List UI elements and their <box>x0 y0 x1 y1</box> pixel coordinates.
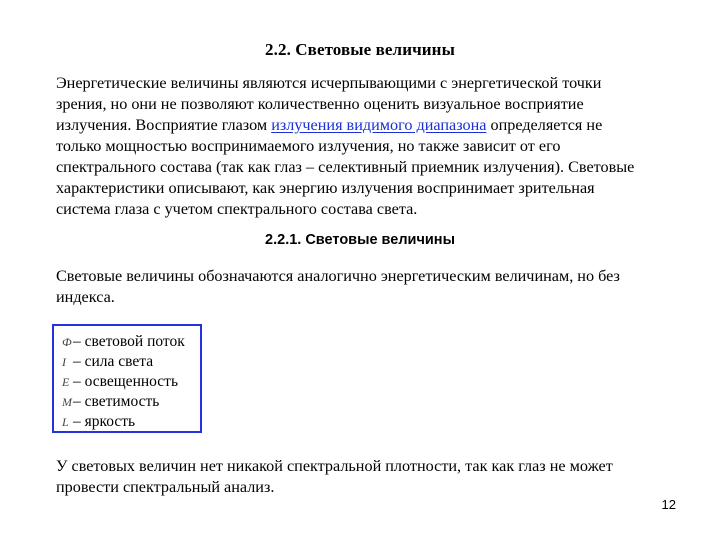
section-title: 2.2. Световые величины <box>265 40 455 59</box>
subsection-title: 2.2.1. Световые величины <box>265 232 455 248</box>
intro-line-4: только мощностью воспринимаемого излучения, но также зависит от его <box>56 137 561 155</box>
notation-line-1: Световые величины обозначаются аналогично энергетическим величинам, но без <box>56 267 620 285</box>
quantity-text: – яркость <box>73 413 136 430</box>
quantity-text: – световой поток <box>73 333 185 350</box>
quantity-text: – светимость <box>73 393 160 410</box>
intro-line-3-end: определяется не <box>486 116 603 134</box>
closing-line-2: провести спектральный анализ. <box>56 478 275 496</box>
intro-line-3-start: излучения. Восприятие глазом <box>56 116 272 134</box>
quantities-box <box>52 324 202 433</box>
quantity-text: – сила света <box>73 353 154 370</box>
intro-line-6: характеристики описывают, как энергию излучения воспринимает зрительная <box>56 179 595 197</box>
notation-paragraph <box>56 266 692 308</box>
page-number: 12 <box>661 497 676 512</box>
visible-range-link[interactable]: излучения видимого диапазона <box>271 116 487 134</box>
intro-line-2: зрения, но они не позволяют количественно оценить визуальное восприятие <box>56 95 584 113</box>
quantity-row-illuminance <box>62 372 200 392</box>
intro-line-3 <box>56 115 692 136</box>
quantity-row-flux <box>62 332 200 352</box>
quantity-symbol: E <box>62 375 70 389</box>
quantity-symbol: M <box>62 395 72 409</box>
quantity-row-exitance <box>62 392 200 412</box>
quantity-symbol: L <box>62 415 69 429</box>
intro-line-1: Энергетические величины являются исчерпывающими с энергетической точки <box>56 74 602 92</box>
quantity-symbol: I <box>62 355 66 369</box>
quantity-row-intensity <box>62 352 200 372</box>
quantity-row-luminance <box>62 412 200 432</box>
closing-line-1: У световых величин нет никакой спектральной плотности, так как глаз не может <box>56 457 613 475</box>
intro-line-5: спектрального состава (так как глаз – селективный приемник излучения). Световые <box>56 158 635 176</box>
closing-paragraph <box>56 456 692 498</box>
quantity-symbol: Ф <box>62 335 72 349</box>
quantity-text: – освещенность <box>73 373 179 390</box>
intro-line-7: система глаза с учетом спектрального состава света. <box>56 200 418 218</box>
notation-line-2: индекса. <box>56 288 115 306</box>
intro-paragraph <box>56 73 692 220</box>
